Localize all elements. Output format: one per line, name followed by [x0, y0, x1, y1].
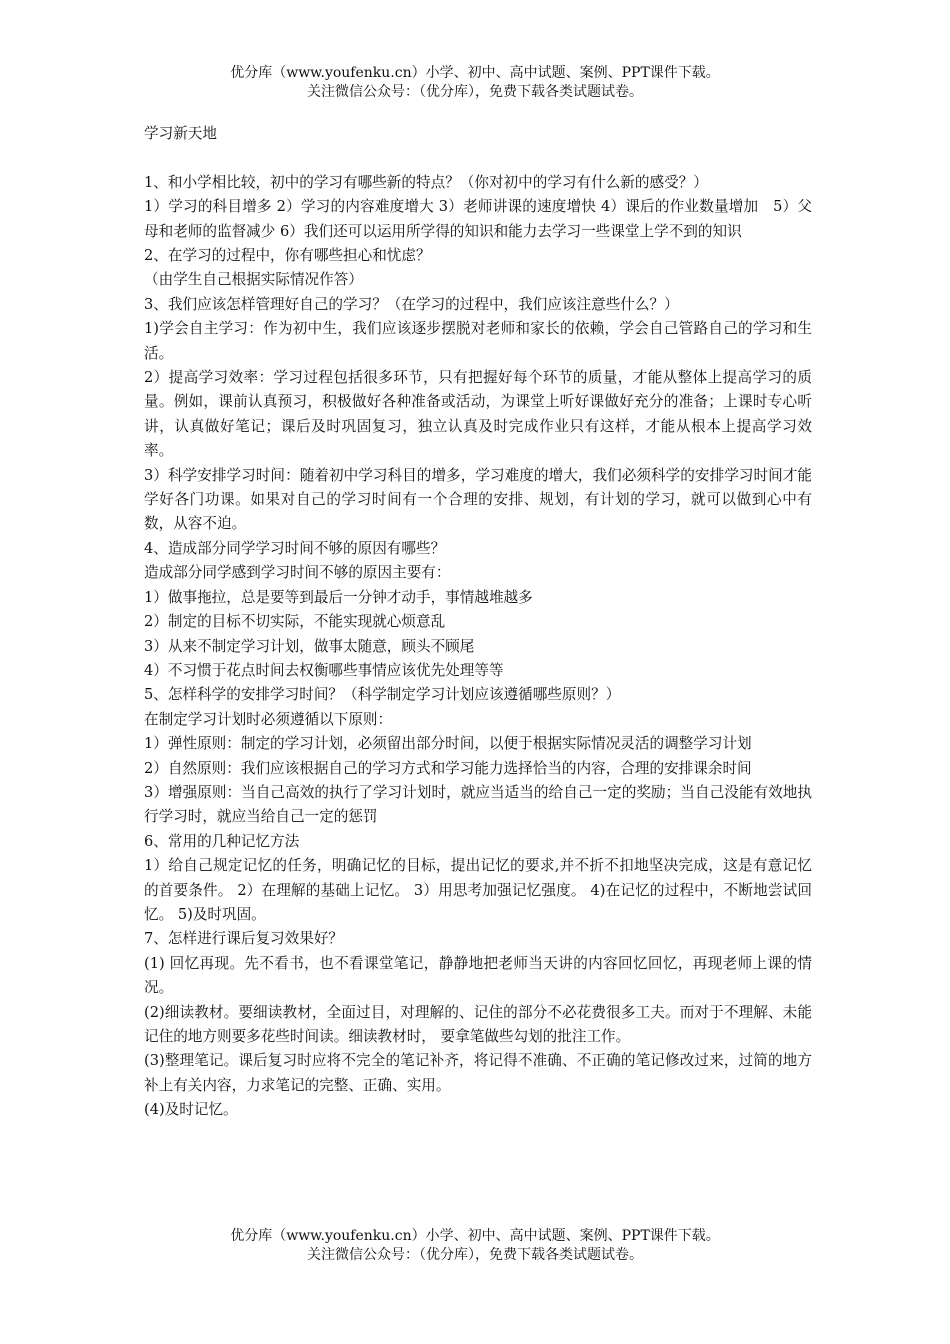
paragraph: 4）不习惯于花点时间去权衡哪些事情应该优先处理等等 [144, 661, 504, 679]
paragraph: (2)细读教材。要细读教材，全面过目，对理解的、记住的部分不必花费很多工夫。而对于不理解、未能记住的地方则要多花些时间读。细读教材时， 要拿笔做些勾划的批注工作。 [144, 1003, 812, 1046]
paragraph: 1）给自己规定记忆的任务，明确记忆的目标，提出记忆的要求,并不折不扣地坚决完成，这是有意记忆的首要条件。 2）在理解的基础上记忆。 3）用思考加强记忆强度。 4)在记忆的过程中，不断地尝试回忆。 5)及时巩固。 [144, 857, 812, 923]
paragraph: 3）增强原则：当自己高效的执行了学习计划时，就应当适当的给自己一定的奖励；当自己没能有效地执行学习时，就应当给自己一定的惩罚 [144, 783, 812, 826]
paragraph: 5、怎样科学的安排学习时间？（科学制定学习计划应该遵循哪些原则？） [144, 686, 621, 704]
paragraph: (3)整理笔记。课后复习时应将不完全的笔记补齐，将记得不准确、不正确的笔记修改过来，过简的地方补上有关内容，力求笔记的完整、正确、实用。 [144, 1052, 812, 1094]
footer-line-1: 优分库（www.youfenku.cn）小学、初中、高中试题、案例、PPT课件下载。 [230, 1228, 720, 1244]
paragraph: 1）学习的科目增多 2）学习的内容难度增大 3）老师讲课的速度增快 4）课后的作业数量增加 5）父母和老师的监督减少 6）我们还可以运用所学得的知识和能力去学习一些课堂上学不到的知识 [144, 198, 812, 240]
paragraph: 3）从来不制定学习计划，做事太随意，顾头不顾尾 [144, 637, 475, 655]
paragraph: （由学生自己根据实际情况作答） [144, 271, 363, 289]
paragraph: 6、常用的几种记忆方法 [144, 832, 300, 850]
paragraph: (1) 回忆再现。先不看书，也不看课堂笔记，静静地把老师当天讲的内容回忆回忆，再现老师上课的情况。 [144, 954, 812, 997]
header-line-1: 优分库（www.youfenku.cn）小学、初中、高中试题、案例、PPT课件下载。 [230, 65, 720, 81]
paragraph: 3）科学安排学习时间：随着初中学习科目的增多，学习难度的增大，我们必须科学的安排学习时间才能学好各门功课。如果对自己的学习时间有一个合理的安排、规划，有计划的学习，就可以做到心中有数，从容不迫。 [144, 466, 812, 533]
header-line-2: 关注微信公众号：（优分库），免费下载各类试题试卷。 [307, 84, 643, 100]
paragraph: 1)学会自主学习：作为初中生，我们应该逐步摆脱对老师和家长的依赖，学会自己管路自己的学习和生活。 [144, 320, 812, 362]
paragraph: 2）提高学习效率：学习过程包括很多环节，只有把握好每个环节的质量，才能从整体上提高学习的质量。例如，课前认真预习，积极做好各种准备或活动，为课堂上听好课做好充分的准备；上课时专心听讲，认真做好笔记；课后及时巩固复习，独立认真及时完成作业只有这样，才能从根本上提高学习效率。 [144, 369, 812, 460]
page-footer [0, 1227, 950, 1265]
paragraph: 7、怎样进行课后复习效果好？ [144, 930, 344, 948]
paragraph: 1、和小学相比较，初中的学习有哪些新的特点？（你对初中的学习有什么新的感受？） [144, 173, 708, 191]
paragraph: 1）弹性原则：制定的学习计划，必须留出部分时间，以便于根据实际情况灵活的调整学习计划 [144, 735, 752, 753]
paragraph: 造成部分同学感到学习时间不够的原因主要有： [144, 564, 451, 582]
paragraph: 2、在学习的过程中，你有哪些担心和忧虑？ [144, 247, 431, 265]
paragraph: 2）制定的目标不切实际，不能实现就心烦意乱 [144, 613, 446, 631]
paragraph: 3、我们应该怎样管理好自己的学习？（在学习的过程中，我们应该注意些什么？） [144, 295, 679, 313]
paragraph: 1）做事拖拉，总是要等到最后一分钟才动手，事情越堆越多 [144, 588, 533, 606]
paragraph: 在制定学习计划时必须遵循以下原则： [144, 710, 393, 728]
paragraph: (4)及时记忆。 [144, 1101, 238, 1119]
document-body [144, 122, 812, 1123]
paragraph: 4、造成部分同学学习时间不够的原因有哪些？ [144, 539, 446, 557]
paragraph: 2）自然原则：我们应该根据自己的学习方式和学习能力选择恰当的内容，合理的安排课余时间 [144, 759, 752, 777]
document-title: 学习新天地 [144, 125, 217, 142]
footer-line-2: 关注微信公众号：（优分库），免费下载各类试题试卷。 [307, 1247, 643, 1263]
page-header [0, 64, 950, 102]
